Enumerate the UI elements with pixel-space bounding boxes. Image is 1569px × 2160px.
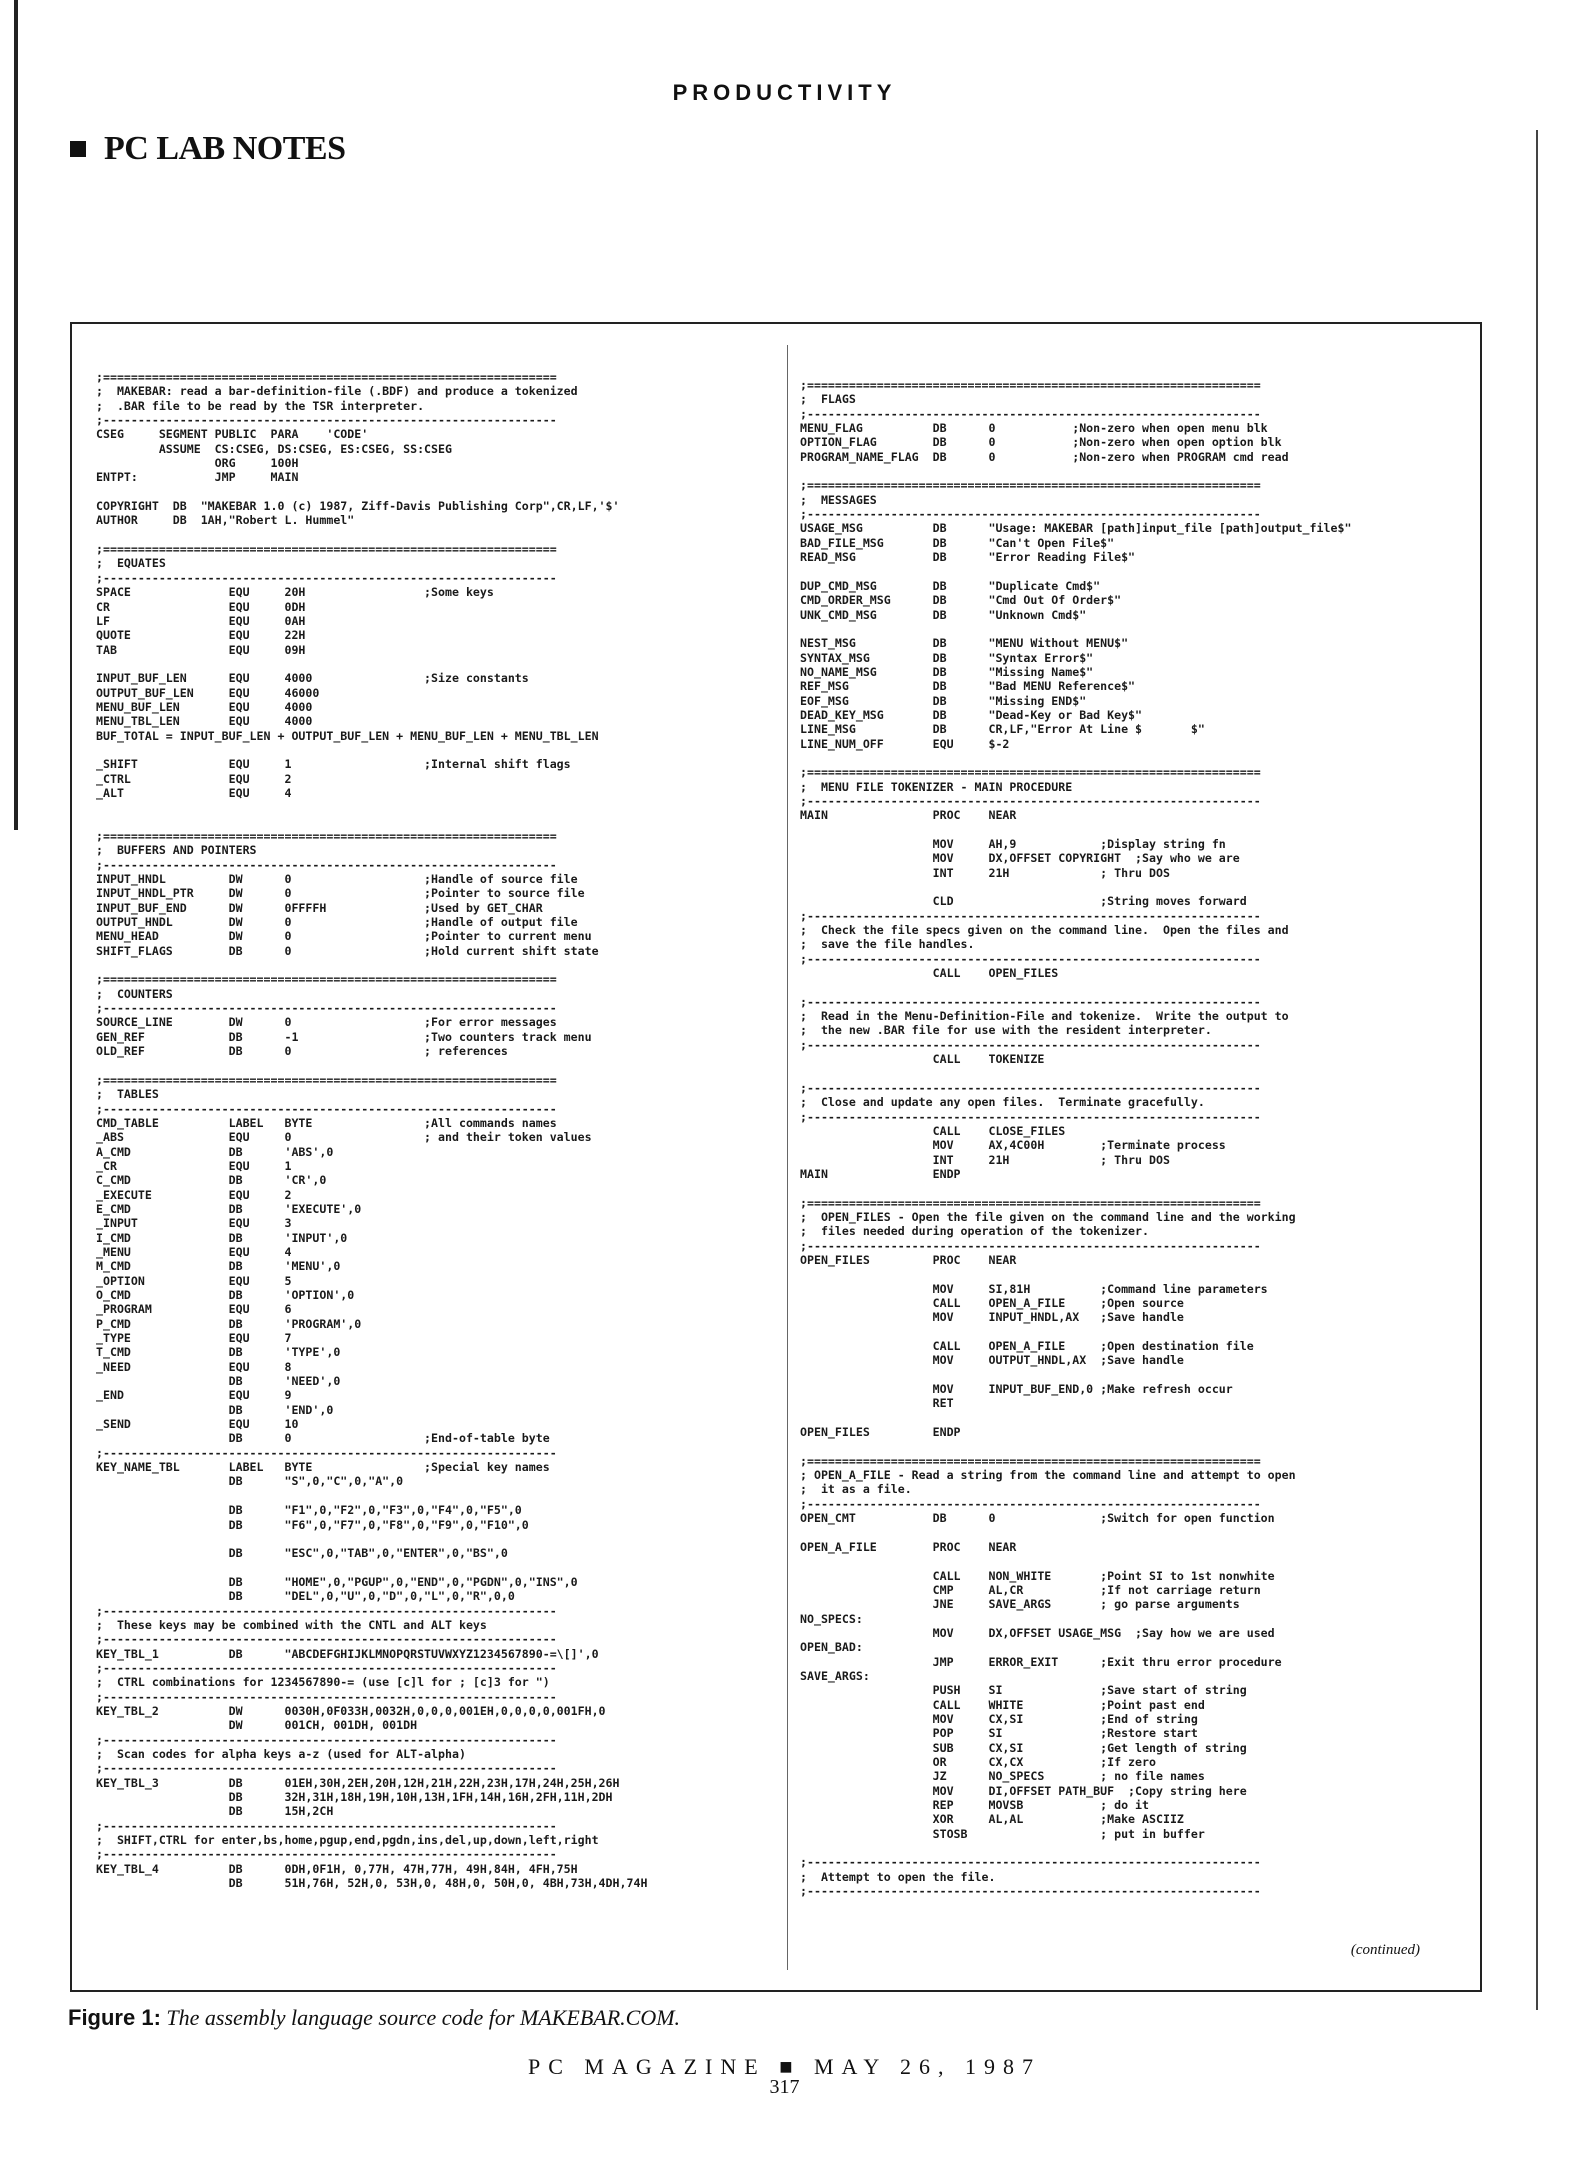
- figure-caption: [68, 2005, 680, 2031]
- continued-note: (continued): [1350, 1942, 1420, 1958]
- right-margin-rule: [1536, 130, 1538, 2010]
- square-bullet-icon: [70, 141, 86, 157]
- page-number: 317: [769, 2076, 800, 2098]
- code-listing-left: ;================================================================= ; MAKEBAR: read a bar-definition-file (.BDF) and produce a tokenized ; .BAR file to be read by the TSR interpreter. ;----------------------------------------------------------------- CSEG SEGMENT PUBLIC PARA 'CODE' ASSUME CS:CSEG, DS:CSEG, ES:CSEG, SS:CSEG ORG 100H ENTPT: JMP MAIN COPYRIGHT DB "MAKEBAR 1.0 (c) 1987, Ziff-Davis Publishing Corp",CR,LF,'$' AUTHOR DB 1AH,"Robert L. Hummel" ;================================================================= ; EQUATES ;----------------------------------------------------------------- SPACE EQU 20H ;Some keys CR EQU 0DH LF EQU 0AH QUOTE EQU 22H TAB EQU 09H INPUT_BUF_LEN EQU 4000 ;Size constants OUTPUT_BUF_LEN EQU 46000 MENU_BUF_LEN EQU 4000 MENU_TBL_LEN EQU 4000 BUF_TOTAL = INPUT_BUF_LEN + OUTPUT_BUF_LEN + MENU_BUF_LEN + MENU_TBL_LEN _SHIFT EQU 1 ;Internal shift flags _CTRL EQU 2 _ALT EQU 4 ;================================================================= ; BUFFERS AND POINTERS ;----------------------------------------------------------------- INPUT_HNDL DW 0 ;Handle of source file INPUT_HNDL_PTR DW 0 ;Pointer to source file INPUT_BUF_END DW 0FFFFH ;Used by GET_CHAR OUTPUT_HNDL DW 0 ;Handle of output file MENU_HEAD DW 0 ;Pointer to current menu SHIFT_FLAGS DB 0 ;Hold current shift state ;================================================================= ; COUNTERS ;----------------------------------------------------------------- SOURCE_LINE DW 0 ;For error messages GEN_REF DB -1 ;Two counters track menu OLD_REF DB 0 ; references ;================================================================= ; TABLES ;----------------------------------------------------------------- CMD_TABLE LABEL BYTE ;All commands names _ABS EQU 0 ; and their token values A_CMD DB 'ABS',0 _CR EQU 1 C_CMD DB 'CR',0 _EXECUTE EQU 2 E_CMD DB 'EXECUTE',0 _INPUT EQU 3 I_CMD DB 'INPUT',0 _MENU EQU 4 M_CMD DB 'MENU',0 _OPTION EQU 5 O_CMD DB 'OPTION',0 _PROGRAM EQU 6 P_CMD DB 'PROGRAM',0 _TYPE EQU 7 T_CMD DB 'TYPE',0 _NEED EQU 8 DB 'NEED',0 _END EQU 9 DB 'END',0 _SEND EQU 10 DB 0 ;End-of-table byte ;----------------------------------------------------------------- KEY_NAME_TBL LABEL BYTE ;Special key names DB "S",0,"C",0,"A",0 DB "F1",0,"F2",0,"F3",0,"F4",0,"F5",0 DB "F6",0,"F7",0,"F8",0,"F9",0,"F10",0 DB "ESC",0,"TAB",0,"ENTER",0,"BS",0 DB "HOME",0,"PGUP",0,"END",0,"PGDN",0,"INS",0 DB "DEL",0,"U",0,"D",0,"L",0,"R",0,0 ;----------------------------------------------------------------- ; These keys may be combined with the CNTL and ALT keys ;----------------------------------------------------------------- KEY_TBL_1 DB "ABCDEFGHIJKLMNOPQRSTUVWXYZ1234567890-=\[]',0 ;----------------------------------------------------------------- ; CTRL combinations for 1234567890-= (use [c]l for ; [c]3 for ") ;----------------------------------------------------------------- KEY_TBL_2 DW 0030H,0F033H,0032H,0,0,0,001EH,0,0,0,0,001FH,0 DW 001CH, 001DH, 001DH ;----------------------------------------------------------------- ; Scan codes for alpha keys a-z (used for ALT-alpha) ;----------------------------------------------------------------- KEY_TBL_3 DB 01EH,30H,2EH,20H,12H,21H,22H,23H,17H,24H,25H,26H DB 32H,31H,18H,19H,10H,13H,1FH,14H,16H,2FH,11H,2DH DB 15H,2CH ;----------------------------------------------------------------- ; SHIFT,CTRL for enter,bs,home,pgup,end,pgdn,ins,del,up,down,left,right ;----------------------------------------------------------------- KEY_TBL_4 DB 0DH,0F1H, 0,77H, 47H,77H, 49H,84H, 4FH,75H DB 51H,76H, 52H,0, 53H,0, 48H,0, 50H,0, 4BH,73H,4DH,74H: [96, 370, 648, 1891]
- column-title: PC LAB NOTES: [104, 130, 346, 167]
- code-listing-right: ;================================================================= ; FLAGS ;----------------------------------------------------------------- MENU_FLAG DB 0 ;Non-zero when open menu blk OPTION_FLAG DB 0 ;Non-zero when open option blk PROGRAM_NAME_FLAG DB 0 ;Non-zero when PROGRAM cmd read ;================================================================= ; MESSAGES ;----------------------------------------------------------------- USAGE_MSG DB "Usage: MAKEBAR [path]input_file [path]output_file$" BAD_FILE_MSG DB "Can't Open File$" READ_MSG DB "Error Reading File$" DUP_CMD_MSG DB "Duplicate Cmd$" CMD_ORDER_MSG DB "Cmd Out Of Order$" UNK_CMD_MSG DB "Unknown Cmd$" NEST_MSG DB "MENU Without MENU$" SYNTAX_MSG DB "Syntax Error$" NO_NAME_MSG DB "Missing Name$" REF_MSG DB "Bad MENU Reference$" EOF_MSG DB "Missing END$" DEAD_KEY_MSG DB "Dead-Key or Bad Key$" LINE_MSG DB CR,LF,"Error At Line $ $" LINE_NUM_OFF EQU $-2 ;================================================================= ; MENU FILE TOKENIZER - MAIN PROCEDURE ;----------------------------------------------------------------- MAIN PROC NEAR MOV AH,9 ;Display string fn MOV DX,OFFSET COPYRIGHT ;Say who we are INT 21H ; Thru DOS CLD ;String moves forward ;----------------------------------------------------------------- ; Check the file specs given on the command line. Open the files and ; save the file handles. ;----------------------------------------------------------------- CALL OPEN_FILES ;----------------------------------------------------------------- ; Read in the Menu-Definition-File and tokenize. Write the output to ; the new .BAR file for use with the resident interpreter. ;----------------------------------------------------------------- CALL TOKENIZE ;----------------------------------------------------------------- ; Close and update any open files. Terminate gracefully. ;----------------------------------------------------------------- CALL CLOSE_FILES MOV AX,4C00H ;Terminate process INT 21H ; Thru DOS MAIN ENDP ;================================================================= ; OPEN_FILES - Open the file given on the command line and the working ; files needed during operation of the tokenizer. ;----------------------------------------------------------------- OPEN_FILES PROC NEAR MOV SI,81H ;Command line parameters CALL OPEN_A_FILE ;Open source MOV INPUT_HNDL,AX ;Save handle CALL OPEN_A_FILE ;Open destination file MOV OUTPUT_HNDL,AX ;Save handle MOV INPUT_BUF_END,0 ;Make refresh occur RET OPEN_FILES ENDP ;================================================================= ; OPEN_A_FILE - Read a string from the command line and attempt to open ; it as a file. ;----------------------------------------------------------------- OPEN_CMT DB 0 ;Switch for open function OPEN_A_FILE PROC NEAR CALL NON_WHITE ;Point SI to 1st nonwhite CMP AL,CR ;If not carriage return JNE SAVE_ARGS ; go parse arguments NO_SPECS: MOV DX,OFFSET USAGE_MSG ;Say how we are used OPEN_BAD: JMP ERROR_EXIT ;Exit thru error procedure SAVE_ARGS: PUSH SI ;Save start of string CALL WHITE ;Point past end MOV CX,SI ;End of string POP SI ;Restore start SUB CX,SI ;Get length of string OR CX,CX ;If zero JZ NO_SPECS ; no file names MOV DI,OFFSET PATH_BUF ;Copy string here REP MOVSB ; do it XOR AL,AL ;Make ASCIIZ STOSB ; put in buffer ;----------------------------------------------------------------- ; Attempt to open the file. ;-----------------------------------------------------------------: [800, 378, 1352, 1899]
- left-margin-rule: [14, 0, 18, 830]
- column-heading: [70, 130, 346, 168]
- caption-label: Figure 1:: [68, 2005, 161, 2030]
- caption-text: The assembly language source code for MAKEBAR.COM.: [166, 2005, 681, 2030]
- page-footer: PC MAGAZINE ■ MAY 26, 1987: [527, 2054, 1041, 2079]
- column-divider: [787, 345, 788, 1970]
- section-label: PRODUCTIVITY: [672, 80, 897, 105]
